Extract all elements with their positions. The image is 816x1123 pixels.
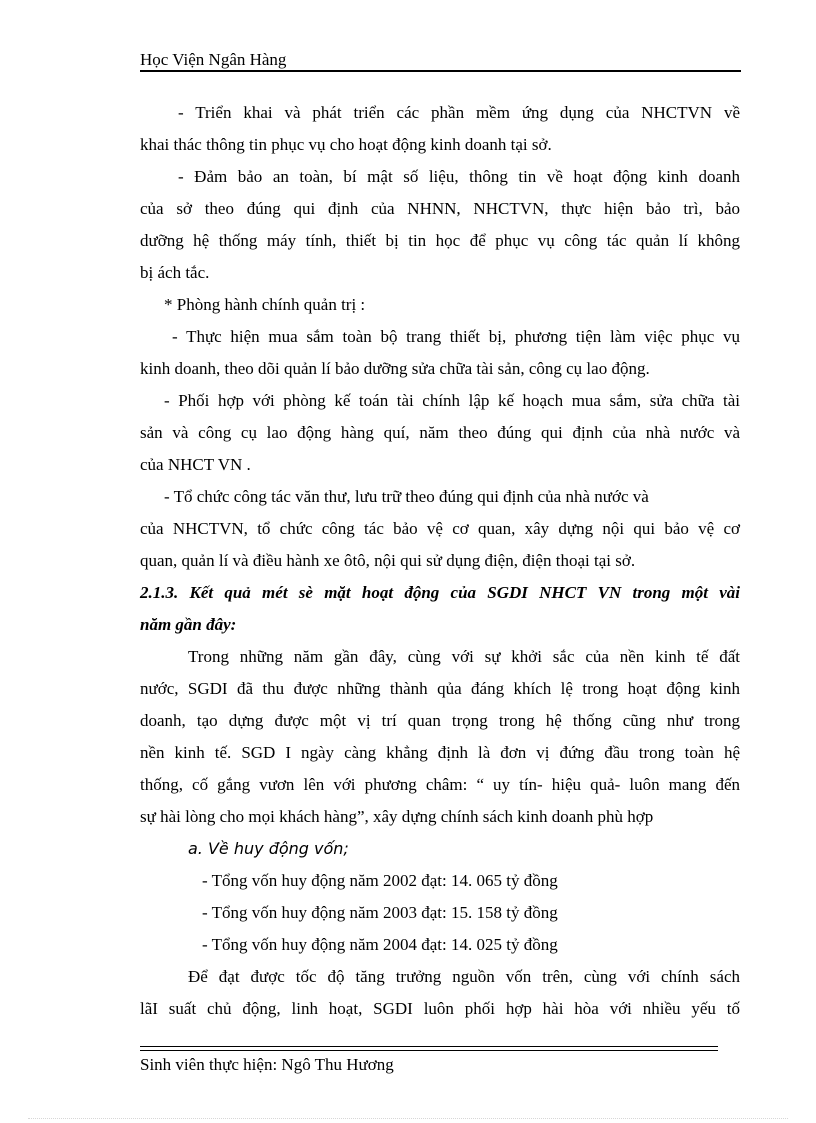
footer-divider — [140, 1050, 718, 1051]
text-line: Để đạt được tốc độ tăng trưởng nguồn vốn trên, cùng với chính sách — [188, 967, 740, 986]
section-heading: năm gần đây: — [140, 615, 237, 634]
text-line: Trong những năm gần đây, cùng với sự khởi sắc của nền kinh tế đất — [188, 647, 740, 666]
list-item: - Tổng vốn huy động năm 2004 đạt: 14. 025 tỷ đồng — [202, 935, 558, 954]
text-line: thống, cố gắng vươn lên với phương châm: “ uy tín- hiệu quả- luôn mang đến — [140, 775, 740, 794]
subsection-heading: a. Về huy động vốn; — [188, 839, 349, 858]
page-edge — [28, 1118, 788, 1119]
text-line: - Thực hiện mua sắm toàn bộ trang thiết bị, phương tiện làm việc phục vụ — [172, 327, 740, 346]
text-line: sản và công cụ lao động hàng quí, năm theo đúng qui định của nhà nước và — [140, 423, 740, 442]
text-line: sự hài lòng cho mọi khách hàng”, xây dựng chính sách kinh doanh phù hợp — [140, 807, 654, 826]
text-line: của NHCT VN . — [140, 455, 251, 474]
text-line: của NHCTVN, tổ chức công tác bảo vệ cơ quan, xây dựng nội qui bảo vệ cơ — [140, 519, 740, 538]
page-footer-text: Sinh viên thực hiện: Ngô Thu Hương — [140, 1055, 394, 1074]
header-divider — [140, 70, 741, 72]
text-line: nước, SGDI đã thu được những thành qủa đáng khích lệ trong hoạt động kinh — [140, 679, 740, 698]
text-line: - Đảm bảo an toàn, bí mật số liệu, thông tin về hoạt động kinh doanh — [178, 167, 740, 186]
document-body — [140, 97, 740, 1025]
text-line: bị ách tắc. — [140, 263, 210, 282]
section-heading: 2.1.3. Kết quả mét sè mặt hoạt động của SGDI NHCT VN trong một vài — [140, 583, 740, 602]
list-item: - Tổng vốn huy động năm 2003 đạt: 15. 158 tỷ đồng — [202, 903, 558, 922]
text-line: của sở theo đúng qui định của NHNN, NHCTVN, thực hiện bảo trì, bảo — [140, 199, 740, 218]
footer-divider — [140, 1046, 718, 1047]
section-label: * Phòng hành chính quản trị : — [164, 295, 366, 314]
text-line: nền kinh tế. SGD I ngày càng khẳng định là đơn vị đứng đầu trong toàn hệ — [140, 743, 740, 762]
page-header-title: Học Viện Ngân Hàng — [140, 50, 287, 69]
text-line: doanh, tạo dựng được một vị trí quan trọng trong hệ thống cũng như trong — [140, 711, 740, 730]
text-line: - Phối hợp với phòng kế toán tài chính lập kế hoạch mua sắm, sửa chữa tài — [164, 391, 740, 410]
text-line: kinh doanh, theo dõi quản lí bảo dưỡng sửa chữa tài sản, công cụ lao động. — [140, 359, 650, 378]
text-line: lãI suất chủ động, linh hoạt, SGDI luôn phối hợp hài hòa với nhiều yếu tố — [140, 999, 740, 1018]
text-line: quan, quản lí và điều hành xe ôtô, nội qui sử dụng điện, điện thoại tại sở. — [140, 551, 636, 570]
list-item: - Tổng vốn huy động năm 2002 đạt: 14. 065 tỷ đồng — [202, 871, 558, 890]
text-line: dưỡng hệ thống máy tính, thiết bị tin học để phục vụ công tác quản lí không — [140, 231, 740, 250]
text-line: khai thác thông tin phục vụ cho hoạt động kinh doanh tại sở. — [140, 135, 552, 154]
text-line: - Triển khai và phát triển các phần mềm ứng dụng của NHCTVN về — [178, 103, 740, 122]
text-line: - Tổ chức công tác văn thư, lưu trữ theo đúng qui định của nhà nước và — [164, 487, 649, 506]
